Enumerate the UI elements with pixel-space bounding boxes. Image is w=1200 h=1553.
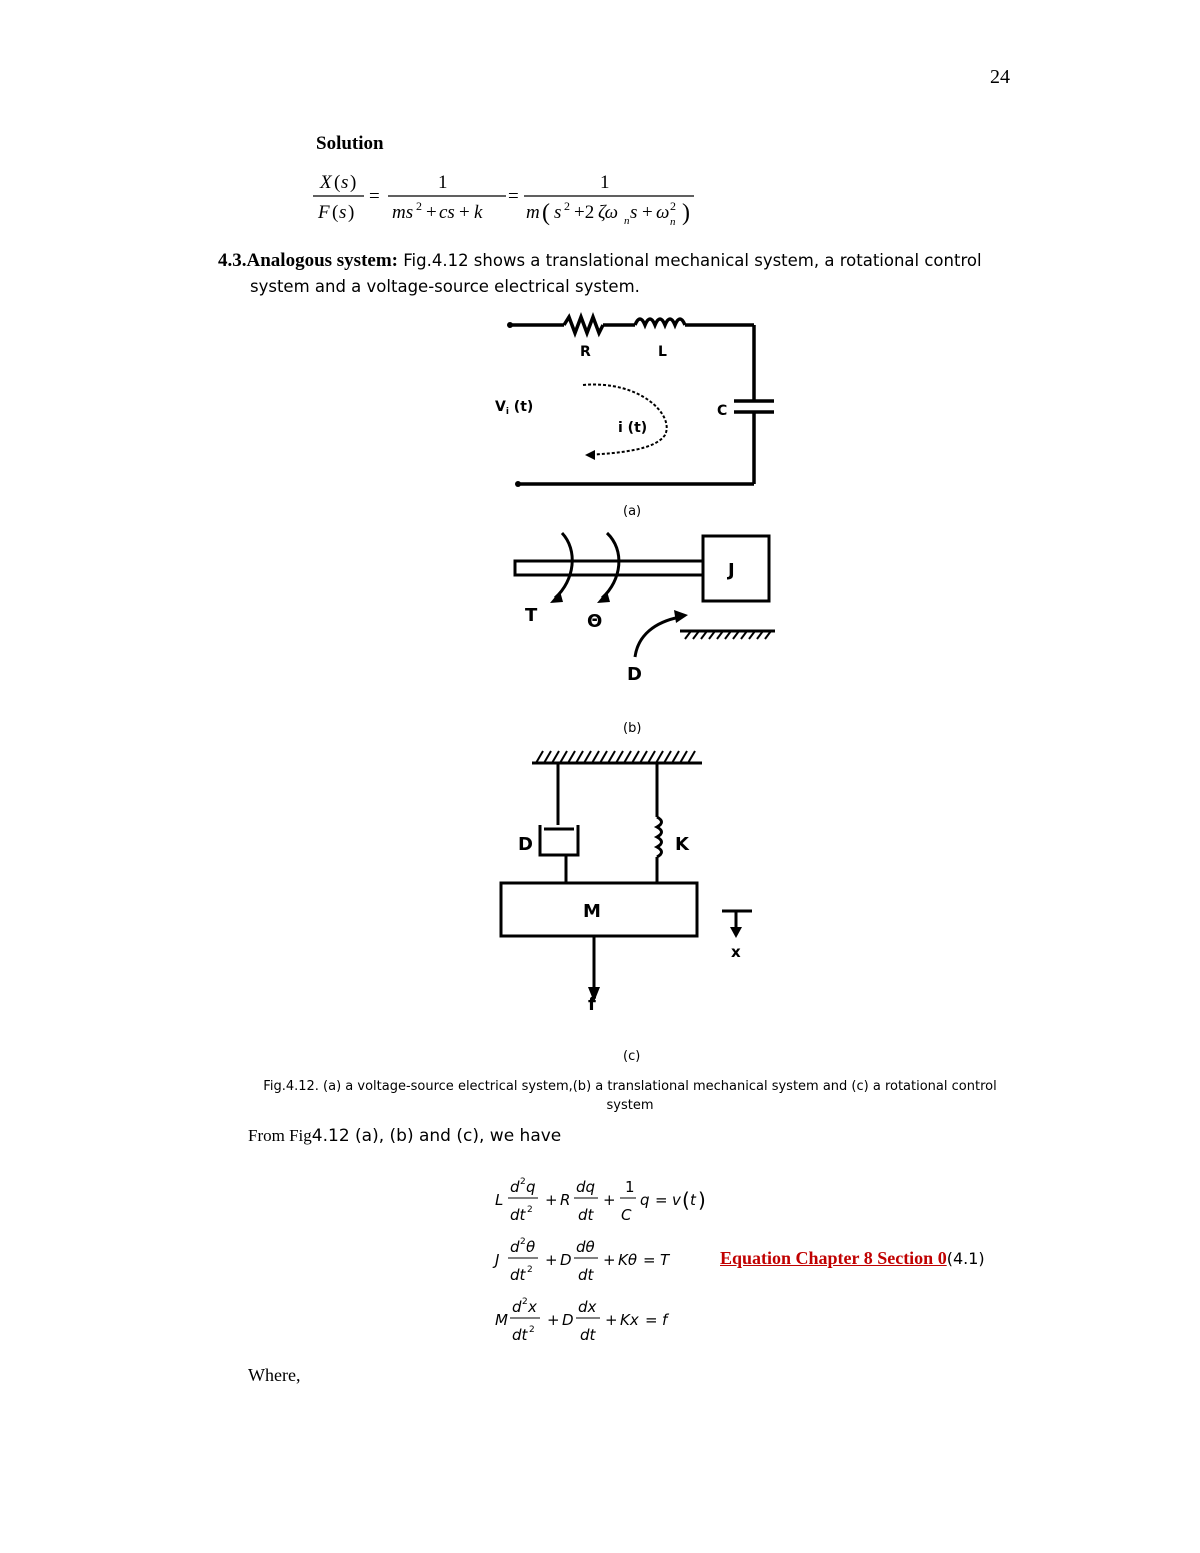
svg-text:s: s [630, 202, 638, 223]
svg-text:2: 2 [522, 1297, 528, 1307]
svg-text:ζω: ζω [598, 202, 619, 223]
equation-reference [720, 1248, 985, 1269]
transfer-function-equation [308, 168, 708, 233]
svg-text:2: 2 [529, 1325, 535, 1335]
svg-text:d: d [510, 1178, 520, 1196]
svg-text:D: D [562, 1311, 574, 1329]
subfigure-b-label: (b) [623, 721, 642, 736]
svg-text:Kx: Kx [620, 1311, 639, 1329]
svg-text:+: + [426, 202, 437, 223]
svg-text:(: ( [682, 1188, 690, 1212]
rotational-diagram-b [515, 533, 775, 657]
svg-text:q: q [526, 1178, 536, 1196]
figure-caption [230, 1077, 1030, 1115]
angle-label: Θ [587, 611, 603, 632]
svg-text:(: ( [332, 202, 339, 223]
svg-text:R: R [560, 1191, 571, 1209]
svg-text:): ) [350, 172, 357, 193]
inertia-label: J [728, 560, 735, 581]
where-text: Where, [248, 1365, 301, 1385]
svg-text:θ: θ [526, 1238, 536, 1256]
svg-text:+: + [545, 1191, 558, 1209]
from-paragraph: From Fig4.12 (a), (b) and (c), we have [248, 1126, 562, 1146]
svg-text:+: + [642, 202, 653, 223]
svg-text:s: s [554, 202, 562, 223]
svg-text:+: + [603, 1191, 616, 1209]
equation-chapter-link[interactable]: Equation Chapter 8 Section 0 [720, 1248, 947, 1268]
resistor-label: R [580, 344, 591, 360]
svg-text:dx: dx [578, 1298, 597, 1316]
svg-text:s: s [339, 202, 347, 223]
svg-text:n: n [624, 215, 630, 227]
svg-text:2: 2 [520, 1177, 526, 1187]
svg-text:J: J [495, 1251, 500, 1269]
svg-text:dq: dq [576, 1178, 596, 1196]
svg-text:n: n [670, 216, 676, 228]
svg-text:cs: cs [439, 202, 455, 223]
svg-text:(: ( [334, 172, 341, 193]
svg-text:m: m [526, 202, 540, 223]
svg-text:+: + [459, 202, 470, 223]
force-label: f [588, 994, 596, 1015]
svg-text:dθ: dθ [576, 1238, 595, 1256]
svg-text:): ) [682, 200, 690, 226]
solution-heading: Solution [316, 133, 384, 154]
svg-text:v: v [672, 1191, 681, 1209]
svg-text:ω: ω [656, 202, 670, 223]
mass-spring-damper-diagram-c [501, 751, 752, 1002]
section-title: Analogous system: [246, 250, 398, 271]
differential-equations [490, 1170, 730, 1360]
svg-text:d: d [512, 1298, 522, 1316]
svg-text:L: L [495, 1191, 504, 1209]
svg-text:M: M [495, 1311, 508, 1329]
svg-text:dt: dt [580, 1326, 596, 1344]
svg-text:1: 1 [625, 1178, 635, 1196]
caption-line1: Fig.4.12. (a) a voltage-source electrical system,(b) a translational mechanical system and (c) a rotational control [263, 1079, 997, 1094]
section-4-3 [218, 248, 1018, 300]
svg-text:1: 1 [438, 172, 448, 193]
subfigure-c-label: (c) [623, 1049, 641, 1064]
svg-text:t: t [690, 1191, 696, 1209]
torque-label: T [525, 605, 538, 626]
current-label: i (t) [618, 420, 648, 436]
svg-text:dt: dt [512, 1326, 528, 1344]
svg-text:dt: dt [510, 1206, 526, 1224]
section-text-line2: system and a voltage-source electrical system. [250, 277, 640, 296]
svg-text:=: = [369, 186, 380, 207]
svg-text:2: 2 [416, 199, 422, 213]
source-voltage-label: $V_i$ (t) [495, 399, 534, 417]
equation-number: (4.1) [946, 1249, 985, 1268]
svg-text:+: + [547, 1311, 560, 1329]
svg-text:2: 2 [520, 1237, 526, 1247]
capacitor-label: C [717, 403, 728, 419]
svg-text:Kθ: Kθ [618, 1251, 638, 1269]
svg-text:2: 2 [670, 199, 676, 213]
circuit-diagram-a [507, 317, 774, 487]
svg-text:T: T [660, 1251, 670, 1269]
svg-text:2: 2 [527, 1265, 533, 1275]
svg-text:+2: +2 [574, 202, 595, 223]
svg-text:1: 1 [600, 172, 610, 193]
svg-text:): ) [698, 1188, 706, 1212]
inductor-label: L [658, 344, 667, 360]
mass-label: M [583, 901, 601, 922]
svg-text:2: 2 [527, 1205, 533, 1215]
svg-text:s: s [341, 172, 349, 193]
section-number: 4.3. [218, 250, 247, 271]
displacement-label: x [731, 943, 741, 961]
svg-text:+: + [605, 1311, 618, 1329]
svg-text:x: x [528, 1298, 537, 1316]
section-text-line1: Fig.4.12 shows a translational mechanical system, a rotational control [397, 251, 982, 270]
damping-label-b: D [627, 664, 642, 685]
svg-text:=: = [508, 186, 519, 207]
svg-text:q: q [640, 1191, 650, 1209]
svg-text:=: = [645, 1311, 658, 1329]
svg-text:k: k [474, 202, 483, 223]
subfigure-a-label: (a) [623, 504, 642, 519]
svg-text:ms: ms [392, 202, 414, 223]
svg-text:2: 2 [564, 199, 570, 213]
svg-text:=: = [643, 1251, 656, 1269]
figure-4-12 [470, 305, 810, 1065]
svg-text:f: f [662, 1311, 668, 1329]
svg-text:dt: dt [578, 1266, 594, 1284]
svg-text:F: F [318, 202, 330, 223]
svg-text:dt: dt [510, 1266, 526, 1284]
svg-text:+: + [545, 1251, 558, 1269]
svg-text:C: C [621, 1206, 632, 1224]
svg-text:d: d [510, 1238, 520, 1256]
page-number: 24 [990, 66, 1010, 88]
svg-text:X: X [320, 172, 332, 193]
svg-text:+: + [603, 1251, 616, 1269]
svg-text:=: = [655, 1191, 668, 1209]
svg-text:(: ( [542, 200, 550, 226]
damping-label-c: D [518, 834, 533, 855]
svg-text:): ) [348, 202, 355, 223]
caption-line2: system [606, 1098, 654, 1113]
spring-label: K [675, 834, 689, 855]
svg-text:D: D [560, 1251, 572, 1269]
svg-text:dt: dt [578, 1206, 594, 1224]
